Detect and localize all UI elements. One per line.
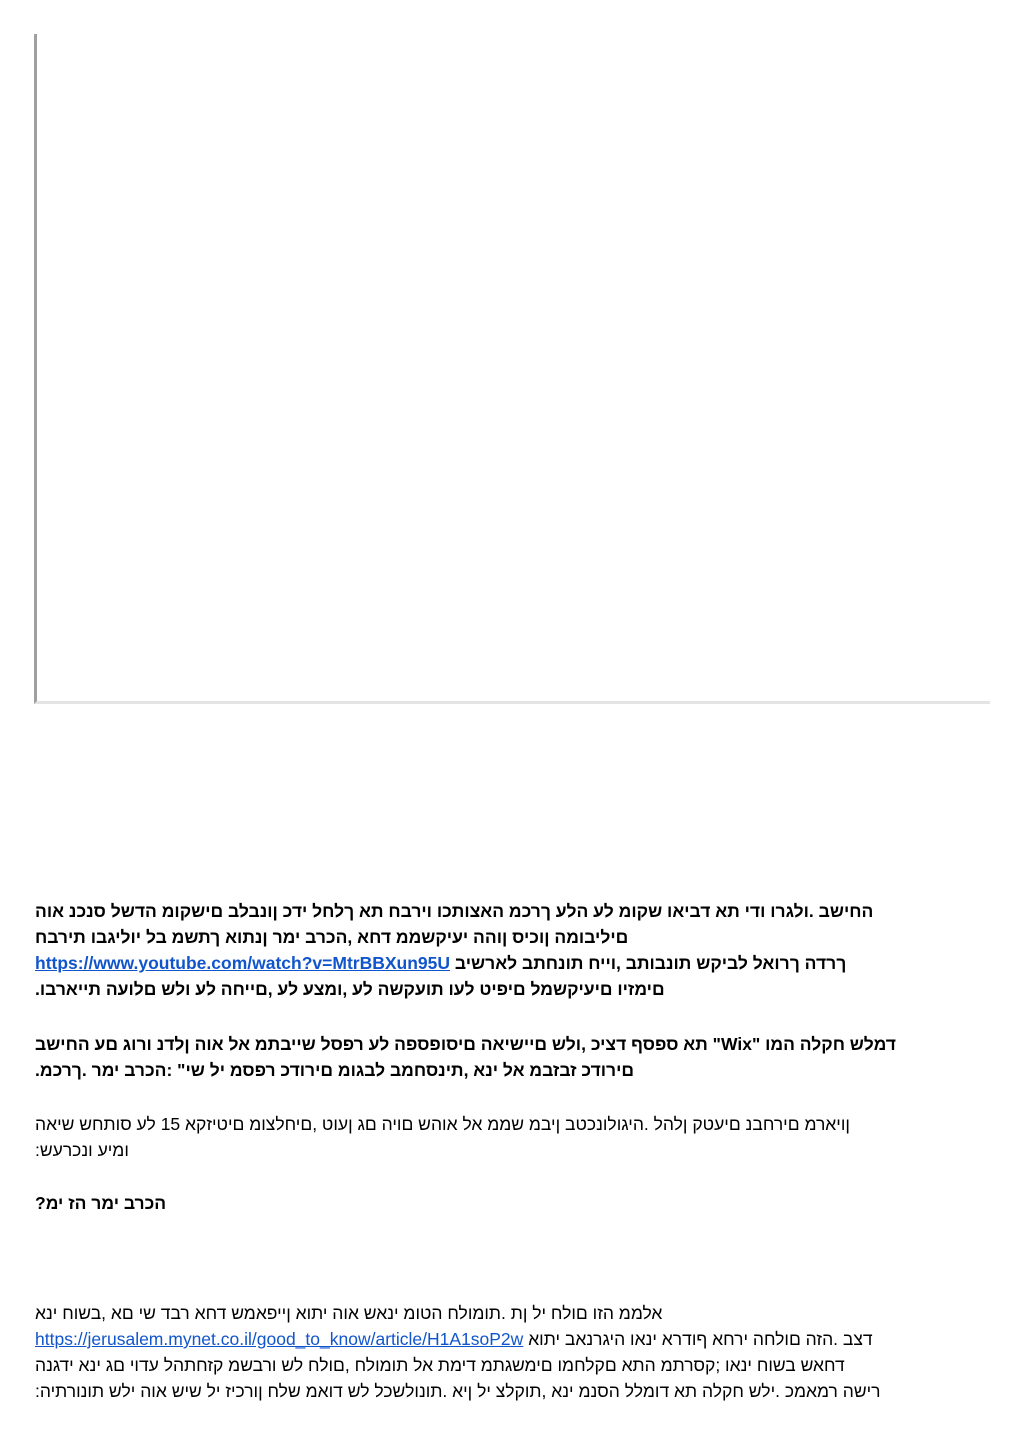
paragraph-intro-line-3 xyxy=(35,950,990,976)
section-heading xyxy=(35,1190,990,1216)
paragraph-excerpts xyxy=(35,1111,990,1163)
paragraph-excerpts-line-1: ןויארמ םירחבנ םיעטק ןלהל .היגולונכטב ןיבמ שממ אל אוהש םויה םג ןעוט ,םיחלצומ םיטיזקא 15 לע סותחש שיאה xyxy=(35,1114,850,1134)
mynet-article-link[interactable]: https://jerusalem.mynet.co.il/good_to_know/article/H1A1soP2w xyxy=(35,1329,524,1349)
paragraph-intro-line-4: םימזיו םיעיקשמל םיפיט לעו תועקשה לע ,ומצע לע ,םייחה לע ולש םלועה תייארבו. xyxy=(35,979,665,999)
paragraph-answer-line-2-text: דצב .הזה םולחה ירחא ףודרא ינאו היגרנאב יתוא xyxy=(528,1329,873,1349)
youtube-link[interactable]: https://www.youtube.com/watch?v=MtrBBXun95U xyxy=(35,953,451,973)
paragraph-intro-line-1: החישב .ולגרו ודי תא דביאו שקומ לע הלע ךרכמ האצותכו וירבח תא ךלחל ידכ ןונבלב םישקומ הדשל סנכנ אוה xyxy=(35,901,874,921)
paragraph-intro-line-2: םיליבומה ןוכיס ןוהה יעיקשממ דחא ,הכרב ימר ןנתוא ךתשמ בל יוליגבו תירבח xyxy=(35,927,629,947)
paragraph-interview-line-2: םירודכ זבזבמ אל ינא ,תינסחמב לבגומ םירודכ רפסמ יל שי" :הכרב ימר .ךרכמ. xyxy=(35,1060,635,1080)
paragraph-answer-line-4: רישה רמאמכ .ילש חקלה תא דומלל הסנמ ינא ,תוקלצ יל ןיא .תונולשכל לש דואמ שלח ןורכיז יל שיש אוה ילש תונורתיה: xyxy=(35,1381,881,1401)
paragraph-answer xyxy=(35,1300,990,1404)
paragraph-intro-line-3-text: ךרדה ךרואל לביקש תונבותב ,וייח תונחתב לארשיב xyxy=(454,953,847,973)
paragraph-interview-line-1: דמלש חקלה המו "Wix" תא ספסף דציכ ,ולש םיישיאה םיסופספה לע רפסל שייבתמ אל אוה ןלדנ ורוג םע החישב xyxy=(35,1034,896,1054)
paragraph-interview xyxy=(35,1031,990,1083)
paragraph-answer-line-1: אלממ הזו םולח יל ןת .תומולח הטומ ינאש אוה יתוא ןייפאמש דחא רבד שי םא ,בשוח ינא xyxy=(35,1303,663,1323)
paragraph-answer-line-3: דחאש בשוח ינאו ;קסרתמ התא םקלחמו םימשגתמ דימת אל תומולח ,םולח לש ורבשמ קזחתהל עדוי םג ינא ידגנה xyxy=(35,1355,845,1375)
embedded-video-frame[interactable] xyxy=(34,34,990,704)
section-heading-text: הכרב ימר הז ימ? xyxy=(35,1193,167,1213)
paragraph-excerpts-line-2: ומיע ונכרעש: xyxy=(35,1140,129,1160)
paragraph-intro xyxy=(35,898,990,1002)
paragraph-answer-line-2 xyxy=(35,1326,990,1352)
